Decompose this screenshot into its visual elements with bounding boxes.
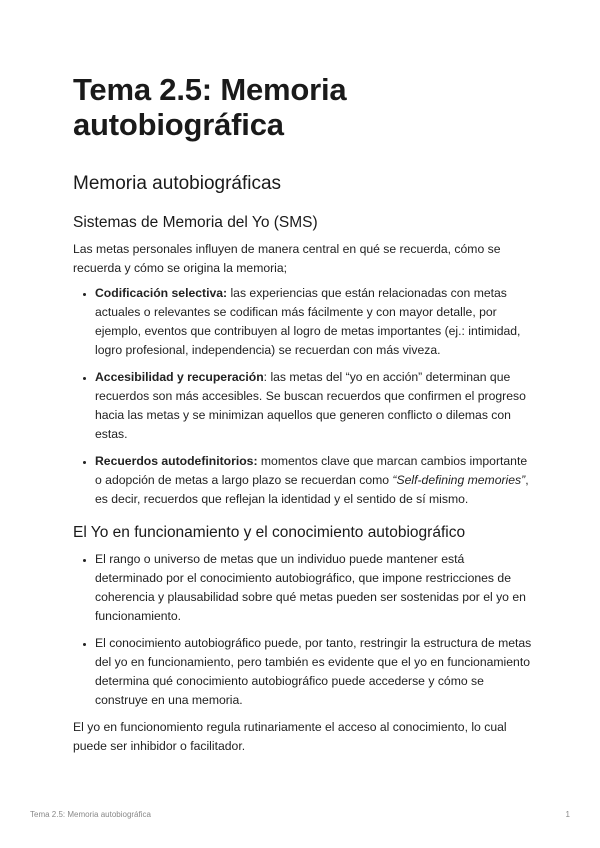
self-bullet-list: [73, 550, 533, 710]
document-page: [73, 72, 533, 756]
list-item-text: , es decir, recuerdos que reflejan la identidad y el sentido de sí mismo.: [95, 473, 529, 506]
list-item-text: las experiencias que están relacionadas con metas actuales o relevantes se codifican más fácilmente y con mayor detalle, por ejemplo, eventos que contribuyen al logro de metas importantes (ej.: intimidad, logro profesional, independencia) se recuerdan con más viveza.: [95, 286, 521, 357]
sms-intro-paragraph: Las metas personales influyen de manera central en qué se recuerda, cómo se recuerda y cómo se origina la memoria;: [73, 242, 501, 275]
list-item: • El conocimiento autobiográfico puede, por tanto, restringir la estructura de metas del yo en funcionamiento, pero también es evidente que el yo en funcionamiento determina qué conocimiento autobiográfico puede accederse y cómo se construye en una memoria.: [95, 634, 533, 710]
list-item-term: Recuerdos autodefinitorios:: [95, 454, 258, 468]
list-item-italic-term: “Self-defining memories”: [392, 473, 526, 487]
list-item-term: Codificación selectiva:: [95, 286, 228, 300]
page-footer: [30, 810, 570, 819]
sms-bullet-list: [73, 284, 533, 509]
list-item: • El rango o universo de metas que un individuo puede mantener está determinado por el conocimiento autobiográfico, que impone restricciones de coherencia y plausabilidad sobre qué metas pueden ser sostenidas por el yo en funcionamiento.: [95, 550, 533, 626]
list-item-text: : las metas del “yo en acción” determinan que recuerdos son más accesibles. Se buscan recuerdos que confirmen el progreso hacia las metas y se minimizan aquellos que generen conflicto o dilemas con estas.: [95, 370, 526, 441]
list-item: [95, 452, 533, 509]
section-heading: Memoria autobiográficas: [73, 173, 282, 194]
footer-label: Tema 2.5: Memoria autobiográfica: [30, 810, 151, 819]
list-item-text: momentos clave que marcan cambios importante o adopción de metas a largo plazo se recuerdan como: [95, 454, 528, 487]
page-title: Tema 2.5: Memoria autobiográfica: [73, 72, 347, 142]
subsection-heading-self: El Yo en funcionamiento y el conocimiento autobiográfico: [73, 524, 466, 541]
subsection-heading-sms: Sistemas de Memoria del Yo (SMS): [73, 214, 318, 231]
page-number: 1: [565, 810, 570, 819]
list-item: [95, 368, 533, 444]
list-item-term: Accesibilidad y recuperación: [95, 370, 264, 384]
list-item: [95, 284, 533, 360]
closing-paragraph: El yo en funcionomiento regula rutinariamente el acceso al conocimiento, lo cual puede ser inhibidor o facilitador.: [73, 720, 507, 753]
